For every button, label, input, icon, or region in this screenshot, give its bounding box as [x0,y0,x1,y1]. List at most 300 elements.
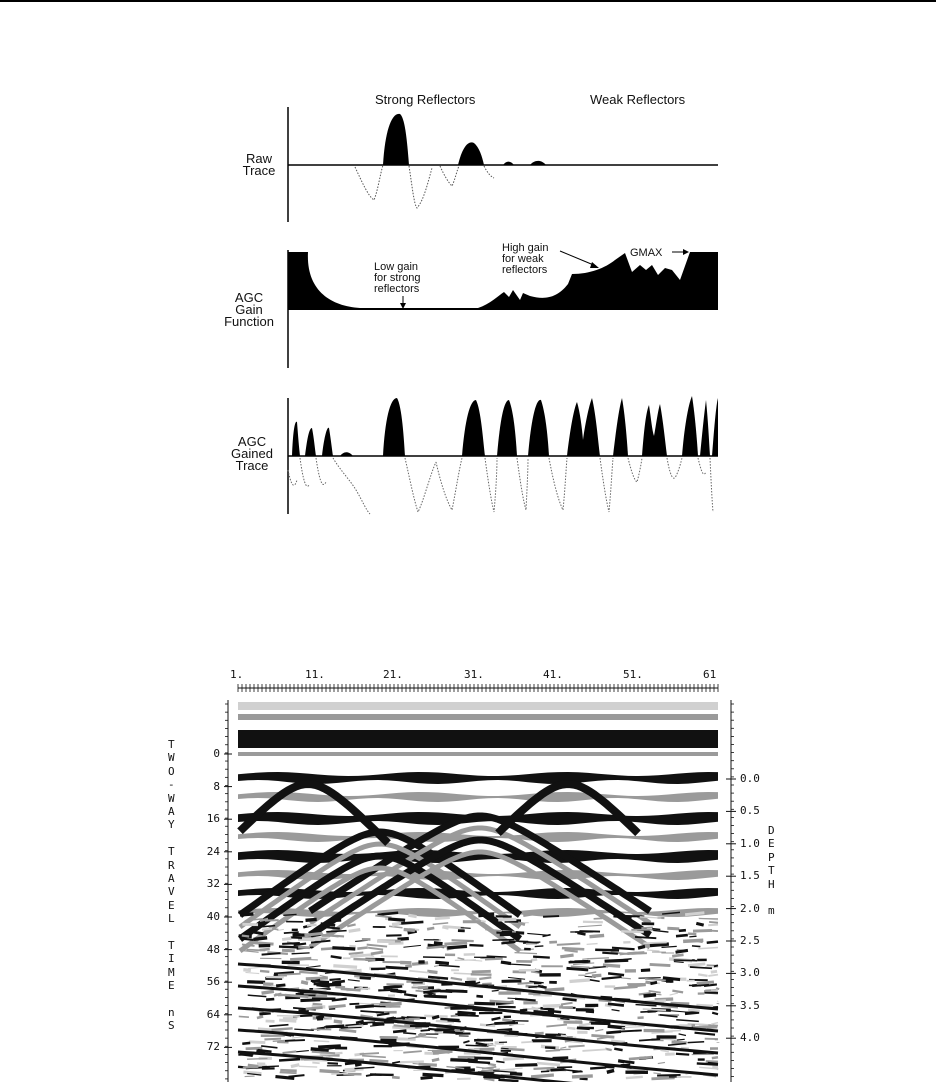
noise-streak [564,950,577,952]
noise-streak [492,990,499,991]
noise-streak [533,957,550,958]
noise-streak [349,952,364,953]
depth-tick-label: 0.5 [740,804,760,818]
radargram-svg [168,664,776,1082]
noise-streak [663,978,680,980]
noise-streak [285,1040,305,1041]
noise-streak [535,1033,544,1034]
depth-tick-label: 4.0 [740,1031,760,1045]
depth-tick-label: 2.0 [740,901,760,915]
noise-streak [313,989,327,991]
noise-streak [614,1049,622,1050]
noise-streak [643,942,666,943]
noise-streak [643,1009,666,1010]
noise-streak [272,1028,293,1029]
noise-streak [421,1077,433,1078]
noise-streak [572,1071,581,1072]
noise-streak [264,1039,281,1040]
noise-streak [696,923,703,925]
noise-streak [492,940,514,941]
noise-streak [554,1049,571,1050]
noise-streak [378,990,398,991]
depth-axis-letter: D [768,824,775,837]
noise-streak [560,955,573,957]
noise-streak [520,1010,527,1011]
noise-streak [652,929,660,930]
noise-streak [324,1027,348,1028]
noise-streak [641,970,650,971]
noise-streak [657,1075,680,1076]
noise-streak [708,975,718,976]
noise-streak [577,933,585,935]
noise-streak [339,1030,356,1032]
noise-streak [306,1008,323,1009]
noise-streak [572,1076,593,1077]
noise-streak [320,1071,340,1072]
noise-streak [452,940,474,941]
depth-tick-label: 3.0 [740,966,760,980]
noise-streak [254,932,263,934]
noise-streak [679,930,686,931]
noise-streak [550,1069,564,1070]
noise-streak [587,944,598,945]
time-axis-letter: A [168,805,175,818]
noise-streak [442,927,448,928]
time-axis-letter: W [168,791,175,805]
noise-streak [717,988,718,990]
noise-streak [311,981,329,982]
raw-negative-lobes [355,165,494,208]
noise-streak [667,928,679,929]
noise-streak [242,1043,250,1044]
noise-streak [580,1079,588,1080]
noise-streak [557,943,580,944]
noise-streak [533,995,552,996]
noise-streak [240,938,254,940]
time-tick-label: 32 [206,877,220,891]
noise-streak [543,1006,561,1007]
noise-streak [455,960,476,961]
strong-reflectors-header: Strong Reflectors [375,92,476,107]
noise-streak [328,920,341,921]
noise-streak [607,1070,614,1072]
noise-streak [240,914,253,915]
noise-streak [341,989,361,991]
weak-peak-1 [503,162,514,165]
noise-streak [291,1065,299,1067]
noise-streak [711,971,717,972]
noise-streak [349,946,355,947]
time-axis-letter: T [168,845,175,859]
noise-streak [427,928,434,929]
noise-streak [299,972,317,973]
noise-streak [262,928,273,929]
noise-streak [688,964,705,966]
depth-tick-label: 1.0 [740,836,760,850]
noise-streak [595,950,619,951]
strong-peak-1 [383,114,409,165]
noise-streak [592,975,601,976]
noise-streak [392,1077,400,1078]
noise-streak [247,1059,267,1060]
right-depth-ruler [726,700,736,1082]
noise-streak [418,1034,426,1035]
noise-streak [282,938,291,939]
noise-streak [591,1035,614,1037]
noise-streak [262,1066,279,1067]
gain-function-fill [288,252,718,310]
noise-streak [314,1041,330,1042]
low-gain-line: for strong [374,272,421,284]
noise-streak [393,1031,406,1032]
noise-streak [380,1004,402,1005]
noise-streak [608,973,624,975]
trace-label: 1. [230,668,244,681]
noise-streak [532,1008,539,1010]
noise-streak [435,918,450,919]
noise-streak [672,1042,687,1043]
noise-streak [672,955,683,956]
gain-label-line: Gain [235,302,263,317]
noise-streak [333,966,357,967]
gained-label-line: Gained [231,446,273,461]
time-tick-label: 64 [206,1007,220,1021]
noise-streak [386,967,409,968]
noise-streak [341,1027,362,1028]
noise-streak [563,999,577,1001]
noise-streak [334,1021,342,1022]
noise-streak [697,1063,718,1064]
time-axis-letter: V [168,885,175,899]
noise-streak [708,925,718,926]
noise-streak [331,956,342,958]
noise-streak [262,991,274,993]
noise-streak [278,974,301,975]
noise-streak [698,974,707,976]
noise-streak [301,982,308,984]
gained-label-line: Trace [235,458,269,473]
trace-label: 41. [543,668,563,681]
noise-streak [498,1080,518,1081]
gained-peaks [292,396,718,456]
noise-streak [688,934,696,935]
low-gain-line: reflectors [374,283,420,295]
time-axis-letter: M [168,965,175,979]
noise-streak [503,1058,524,1059]
noise-streak [583,922,603,923]
noise-streak [688,1042,705,1043]
noise-streak [329,979,340,980]
noise-streak [650,982,657,983]
noise-streak [500,934,517,935]
gmax-annotation: GMAX [630,247,663,259]
noise-streak [387,1018,395,1019]
trace-label: 61 [703,668,717,681]
noise-streak [448,1021,461,1022]
noise-streak [692,946,700,947]
time-axis-letter: I [168,952,175,966]
noise-streak [676,950,688,952]
noise-streak [360,1053,379,1054]
noise-streak [586,1011,594,1012]
noise-streak [299,1066,317,1067]
time-axis-letter: S [168,1019,175,1033]
noise-streak [383,986,402,988]
noise-streak [490,1001,514,1003]
noise-streak [479,977,491,979]
radargram [168,664,776,1082]
noise-streak [527,913,548,914]
time-axis-letter: T [168,738,175,751]
noise-streak [306,919,317,920]
noise-streak [396,1039,416,1040]
noise-streak [302,939,321,940]
noise-streak [650,964,671,965]
noise-streak [243,970,251,971]
noise-streak [322,984,341,985]
noise-streak [327,1063,338,1064]
noise-streak [561,1036,567,1037]
time-axis-letter: E [168,898,175,912]
noise-streak [262,953,281,954]
noise-streak [312,1063,319,1064]
time-tick-label: 8 [213,779,220,793]
noise-streak [638,946,645,948]
gained-trace-panel [288,396,718,514]
noise-streak [242,936,249,937]
noise-streak [626,1077,643,1078]
noise-streak [290,958,311,959]
noise-streak [569,961,591,962]
noise-streak [304,933,322,935]
noise-streak [628,984,645,986]
noise-streak [640,1011,657,1012]
noise-streak [292,953,310,954]
noise-streak [239,1016,249,1017]
noise-streak [562,948,584,949]
high-gain-arrow [560,251,596,266]
noise-streak [613,916,631,918]
raw-trace-panel [288,107,718,222]
depth-tick-label: 3.5 [740,998,760,1012]
noise-streak [566,968,588,970]
noise-streak [246,950,265,951]
noise-streak [369,1060,388,1061]
time-tick-label: 72 [206,1040,220,1054]
noise-streak [683,940,703,941]
noise-streak [611,1041,625,1042]
time-axis-letter: W [168,751,175,765]
noise-streak [257,1016,263,1018]
noise-streak [280,1072,297,1073]
noise-streak [707,942,718,943]
noise-streak [685,1012,699,1013]
strong-peak-2 [458,142,484,165]
noise-streak [521,1042,532,1043]
depth-tick-label: 0.0 [740,772,760,785]
noise-streak [447,946,467,948]
noise-streak [540,1008,554,1009]
noise-streak [318,1046,341,1047]
noise-streak [388,919,405,920]
noise-streak [432,1016,439,1018]
high-gain-line: High gain [502,242,549,254]
noise-streak [266,999,274,1000]
noise-streak [608,1004,624,1006]
noise-streak [294,944,306,945]
noise-streak [279,1059,300,1060]
time-tick-label: 24 [206,844,220,858]
noise-streak [570,980,590,982]
noise-streak [349,930,361,932]
noise-streak [313,1004,323,1005]
noise-streak [543,916,559,917]
noise-streak [467,979,477,980]
raw-trace-label-line: Trace [242,163,276,178]
noise-streak [283,914,296,915]
noise-streak [321,924,335,926]
noise-streak [474,1003,495,1004]
noise-streak [676,1054,689,1055]
gain-function-panel [288,249,718,368]
depth-axis-letter: m [768,904,775,918]
noise-streak [644,995,656,996]
gain-label-line: Function [224,314,274,329]
depth-axis-letter: E [768,837,775,851]
noise-streak [392,923,401,924]
noise-streak [282,950,295,951]
noise-streak [306,978,328,979]
noise-streak [606,1032,621,1033]
trace-label: 21. [383,668,403,681]
noise-streak [424,996,447,997]
noise-streak [621,931,643,932]
gained-label-line: AGC [237,434,267,449]
noise-streak [360,978,371,979]
noise-streak [674,960,698,961]
noise-streak [450,1060,471,1061]
time-axis-letter: L [168,912,175,926]
trace-label: 51. [623,668,643,681]
time-axis-letter: Y [168,818,175,832]
noise-streak [676,935,688,936]
depth-axis-letter: T [768,864,775,878]
direct-wave-ringing [238,752,718,756]
noise-streak [712,1013,718,1014]
noise-streak [709,922,718,923]
depth-tick-label: 1.5 [740,869,760,883]
radargram-image [238,700,718,1082]
noise-streak [618,1061,624,1062]
time-tick-label: 40 [206,910,220,923]
time-axis-letter: T [168,939,175,952]
noise-streak [307,925,317,926]
surface-band-grey [238,714,718,720]
noise-streak [698,1026,715,1027]
noise-streak [254,943,274,944]
noise-streak [353,959,375,960]
noise-streak [567,1028,575,1029]
noise-streak [502,1019,512,1020]
left-time-ruler [224,700,232,1082]
noise-streak [246,1048,263,1049]
time-axis-letter: R [168,858,175,872]
noise-streak [696,1005,713,1006]
time-tick-label: 16 [206,812,220,826]
low-gain-line: Low gain [374,261,419,273]
noise-streak [300,1000,320,1001]
noise-streak [371,952,383,954]
time-axis-letter: n [168,1006,175,1019]
gmax-arrow-head [683,249,689,255]
noise-streak [284,932,299,933]
noise-streak [635,937,656,938]
noise-streak [501,942,515,943]
depth-axis-letter: H [768,877,775,891]
top-ruler [238,684,718,692]
noise-streak [515,1065,537,1066]
noise-streak [589,935,604,936]
noise-streak [247,982,265,983]
noise-streak [478,914,494,915]
weak-peak-2 [530,161,546,165]
noise-streak [590,1067,606,1068]
noise-streak [253,938,267,940]
noise-streak [577,1028,590,1029]
noise-streak [472,971,491,972]
time-tick-label: 56 [206,975,220,989]
noise-streak [518,923,525,925]
noise-streak [621,978,631,979]
noise-streak [260,971,269,972]
noise-streak [457,1012,475,1014]
noise-streak [249,1042,265,1043]
time-tick-label: 0 [213,747,220,760]
noise-streak [279,947,298,948]
noise-streak [259,1013,270,1014]
noise-streak [641,927,653,928]
noise-streak [357,948,367,949]
noise-streak [400,1061,424,1062]
noise-streak [650,944,669,945]
noise-streak [689,936,696,937]
noise-streak [335,987,345,988]
noise-streak [403,1033,416,1034]
noise-streak [397,939,408,940]
gained-negative-lobes [288,458,713,514]
noise-streak [535,946,544,947]
noise-streak [421,1030,430,1031]
noise-streak [435,962,449,963]
high-gain-arrow-head [590,262,599,268]
noise-streak [392,1027,415,1028]
noise-streak [432,1059,439,1061]
noise-streak [276,985,285,986]
noise-streak [568,1046,584,1047]
noise-streak [404,930,415,931]
direct-wave-band [238,730,718,748]
noise-streak [501,962,511,964]
noise-streak [461,928,471,929]
noise-streak [469,945,483,946]
noise-streak [331,1073,348,1074]
trace-label: 11. [305,668,325,681]
noise-streak [619,1030,642,1031]
noise-streak [712,1057,718,1058]
noise-streak [413,983,425,984]
noise-streak [531,1075,554,1077]
noise-streak [531,959,537,960]
